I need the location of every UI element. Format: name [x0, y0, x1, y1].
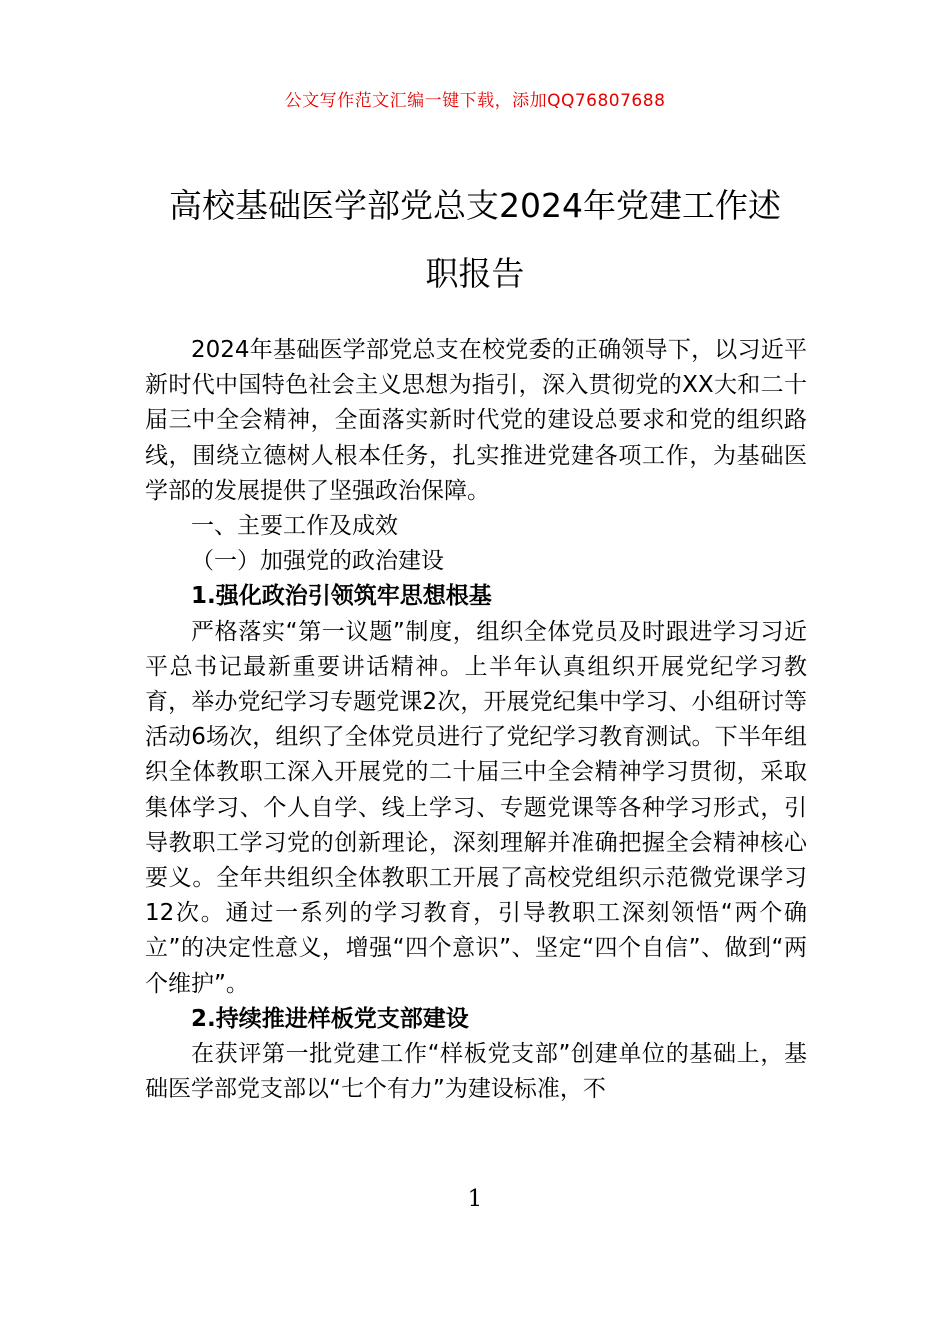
page-number: 1: [467, 1186, 483, 1212]
section-heading: 一、主要工作及成效: [191, 513, 398, 540]
document-body: [145, 333, 807, 1107]
page-title: [100, 172, 850, 308]
subsection-heading: （一）加强党的政治建设: [191, 548, 444, 575]
header-note: 公文写作范文汇编一键下载，添加QQ76807688: [284, 91, 666, 111]
intro-paragraph: 2024年基础医学部党总支在校党委的正确领导下，以习近平新时代中国特色社会主义思想为指引，深入贯彻党的XX大和二十届三中全会精神，全面落实新时代党的建设总要求和党的组织路线，围绕立德树人根本任务，扎实推进党建各项工作，为基础医学部的发展提供了坚强政治保障。: [145, 337, 807, 504]
item-heading-1: 1.强化政治引领筑牢思想根基: [191, 583, 492, 610]
item-heading-2: 2.持续推进样板党支部建设: [191, 1005, 469, 1032]
body-paragraph-2: 在获评第一批党建工作“样板党支部”创建单位的基础上，基础医学部党支部以“七个有力”为建设标准，不: [145, 1041, 807, 1103]
title-line-1: 高校基础医学部党总支2024年党建工作述: [169, 186, 781, 225]
title-line-2: 职报告: [425, 254, 525, 293]
body-paragraph-1: 严格落实“第一议题”制度，组织全体党员及时跟进学习习近平总书记最新重要讲话精神。上半年认真组织开展党纪学习教育，举办党纪学习专题党课2次，开展党纪集中学习、小组研讨等活动6场次，组织了全体党员进行了党纪学习教育测试。下半年组织全体教职工深入开展党的二十届三中全会精神学习贯彻，采取集体学习、个人自学、线上学习、专题党课等各种学习形式，引导教职工学习党的创新理论，深刻理解并准确把握全会精神核心要义。全年共组织全体教职工开展了高校党组织示范微党课学习12次。通过一系列的学习教育，引导教职工深刻领悟“两个确立”的决定性意义，增强“四个意识”、坚定“四个自信”、做到“两个维护”。: [145, 618, 807, 997]
